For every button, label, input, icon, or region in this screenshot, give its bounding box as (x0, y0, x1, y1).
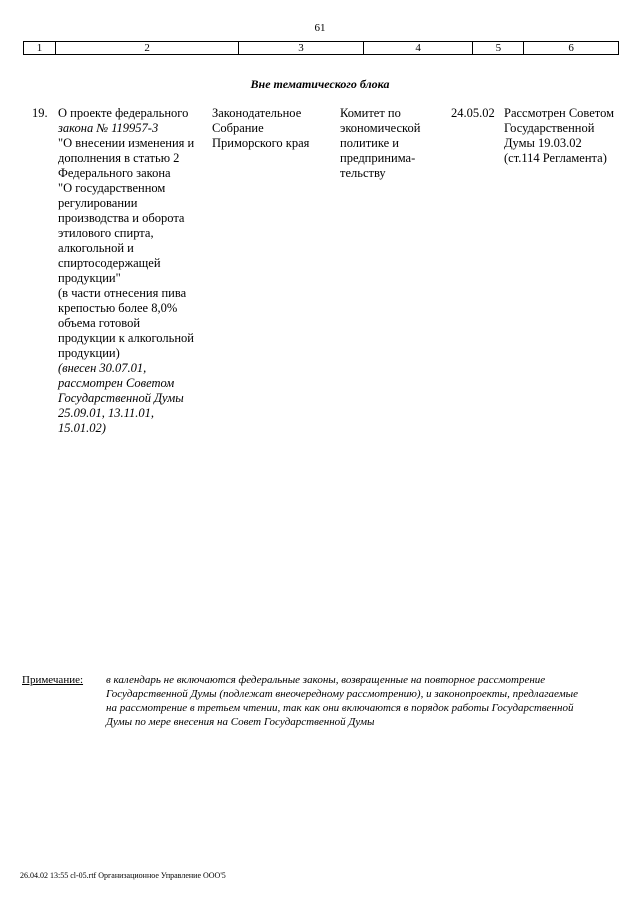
entry-status-line: Думы 19.03.02 (504, 136, 582, 150)
entry-title-line: объема готовой (58, 316, 141, 330)
entry-title-line: производства и оборота (58, 211, 185, 225)
entry-status-line: (ст.114 Регламента) (504, 151, 607, 165)
entry-title-italic-line: Государственной Думы (58, 391, 184, 405)
entry-title-line: крепостью более 8,0% (58, 301, 178, 315)
entry-title-italic-line: 15.01.02) (58, 421, 106, 435)
entry-committee-line: тельству (340, 166, 386, 180)
note-line: в календарь не включаются федеральные законы, возвращенные на повторное рассмотрение (106, 674, 546, 686)
entry-initiator-line: Собрание (212, 121, 264, 135)
entry-status-line: Государственной (504, 121, 595, 135)
entry-initiator-line: Приморского края (212, 136, 310, 150)
entry-title-line: закона № 119957-3 (58, 121, 159, 135)
column-header-3: 3 (239, 42, 364, 54)
entry-title-line: дополнения в статью 2 (58, 151, 180, 165)
entry-title-italic-line: рассмотрен Советом (58, 376, 175, 390)
column-header-2: 2 (56, 42, 239, 54)
entry-committee-line: предпринима- (340, 151, 416, 165)
entry-title-line: алкогольной и (58, 241, 134, 255)
entry-title-line: регулировании (58, 196, 138, 210)
entry-status-line: Рассмотрен Советом (504, 106, 615, 120)
entry-status (504, 106, 622, 166)
note-text (106, 673, 640, 729)
entry-committee (340, 106, 450, 181)
entry-committee-line: экономической (340, 121, 421, 135)
entry-date: 24.05.02 (451, 106, 495, 120)
column-header-5: 5 (473, 42, 524, 54)
entry-title-line: (в части отнесения пива (58, 286, 187, 300)
page-number: 61 (314, 22, 326, 34)
entry-title-line: О проекте федерального (58, 106, 189, 120)
entry-title (58, 106, 206, 436)
note-line: на рассмотрение в третьем чтении, так как они включаются в порядок работы Государственной (106, 702, 574, 714)
note-line: Думы по мере внесения на Совет Государственной Думы (106, 716, 375, 728)
entry-committee-line: Комитет по (340, 106, 401, 120)
entry-title-line: продукции) (58, 346, 120, 360)
entry-title-line: "О внесении изменения и (58, 136, 195, 150)
entry-committee-line: политике и (340, 136, 399, 150)
entry-title-line: продукции" (58, 271, 121, 285)
column-header-6: 6 (568, 42, 574, 54)
entry-title-line: спиртосодержащей (58, 256, 161, 270)
section-title: Вне тематического блока (250, 77, 390, 91)
entry-title-line: Федерального закона (58, 166, 171, 180)
column-header-1: 1 (24, 42, 56, 54)
entry-initiator-line: Законодательное (212, 106, 302, 120)
entry-title-italic-line: (внесен 30.07.01, (58, 361, 147, 375)
note-label: Примечание: (22, 674, 84, 686)
entry-initiator (212, 106, 337, 151)
note-line: Государственной Думы (подлежат внеочередному рассмотрению), и законопроекты, предлагаемые (106, 688, 578, 700)
column-header-row (23, 41, 619, 55)
entry-number: 19. (32, 106, 48, 120)
entry-title-line: "О государственном (58, 181, 166, 195)
entry-title-line: этилового спирта, (58, 226, 154, 240)
footer-info: 26.04.02 13:55 cl-05.rtf Организационное Управление ООО'5 (20, 871, 226, 880)
entry-title-line: продукции к алкогольной (58, 331, 194, 345)
column-header-4: 4 (364, 42, 474, 54)
entry-title-italic-line: 25.09.01, 13.11.01, (58, 406, 154, 420)
